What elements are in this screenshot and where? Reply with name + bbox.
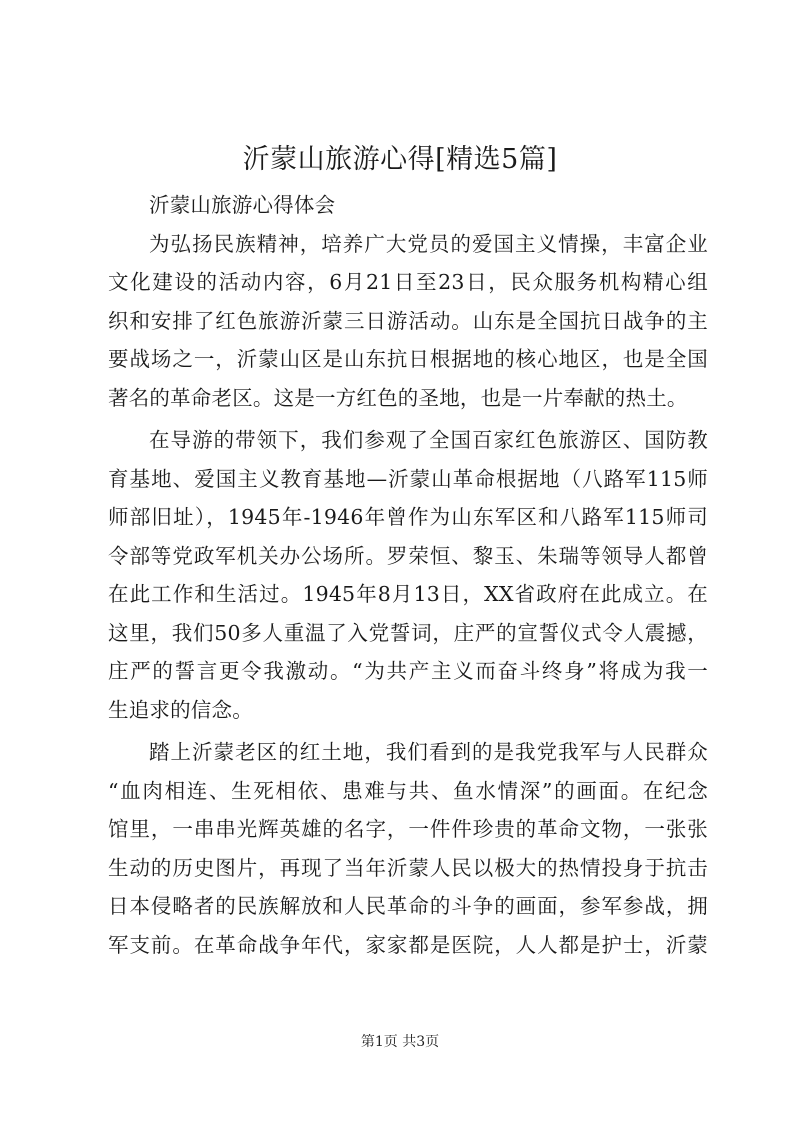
paragraph-line: 军支前。在革命战争年代，家家都是医院，人人都是护士，沂蒙 [108, 932, 708, 957]
document-body [108, 186, 708, 964]
paragraph-line: 馆里，一串串光辉英雄的名字，一件件珍贵的革命文物，一张张 [108, 817, 708, 841]
paragraph-line: 在导游的带领下，我们参观了全国百家红色旅游区、国防教 [149, 428, 708, 452]
paragraph-line: 文化建设的活动内容，6月21日至23日，民众服务机构精心组 [108, 270, 708, 294]
paragraph-1 [108, 225, 708, 418]
paragraph-line: 著名的革命老区。这是一方红色的圣地，也是一片奉献的热土。 [108, 385, 688, 410]
paragraph-3 [108, 733, 708, 964]
paragraph-line: 日本侵略者的民族解放和人民革命的斗争的画面，参军参战，拥 [108, 894, 708, 918]
document-title: 沂蒙山旅游心得[精选5篇] [242, 144, 558, 175]
paragraph-line: 在此工作和生活过。1945年8月13日，XX省政府在此成立。在 [108, 582, 708, 606]
paragraph-line: 要战场之一，沂蒙山区是山东抗日根据地的核心地区，也是全国 [108, 347, 708, 371]
paragraph-line: 师部旧址），1945年-1946年曾作为山东军区和八路军115师司 [108, 505, 708, 529]
paragraph-line: 生动的历史图片，再现了当年沂蒙人民以极大的热情投身于抗击 [108, 855, 708, 880]
section-heading: 沂蒙山旅游心得体会 [149, 193, 336, 217]
paragraph-line: 踏上沂蒙老区的红土地，我们看到的是我党我军与人民群众 [149, 740, 708, 764]
paragraph-2 [108, 421, 708, 729]
paragraph-line: 庄严的誓言更令我激动。“为共产主义而奋斗终身”将成为我一 [108, 659, 708, 683]
paragraph-line: “血肉相连、生死相依、患难与共、鱼水情深”的画面。在纪念 [108, 778, 708, 803]
paragraph-line: 这里，我们50多人重温了入党誓词，庄严的宣誓仪式令人震撼， [108, 620, 708, 645]
paragraph-line: 生追求的信念。 [108, 697, 253, 722]
paragraph-line: 育基地、爱国主义教育基地—沂蒙山革命根据地（八路军115师 [108, 466, 708, 491]
paragraph-line: 为弘扬民族精神，培养广大党员的爱国主义情操，丰富企业 [149, 231, 708, 256]
paragraph-line: 织和安排了红色旅游沂蒙三日游活动。山东是全国抗日战争的主 [108, 308, 708, 333]
paragraph-line: 令部等党政军机关办公场所。罗荣恒、黎玉、朱瑞等领导人都曾 [108, 543, 708, 568]
page-number: 第1页 共3页 [360, 1034, 440, 1050]
